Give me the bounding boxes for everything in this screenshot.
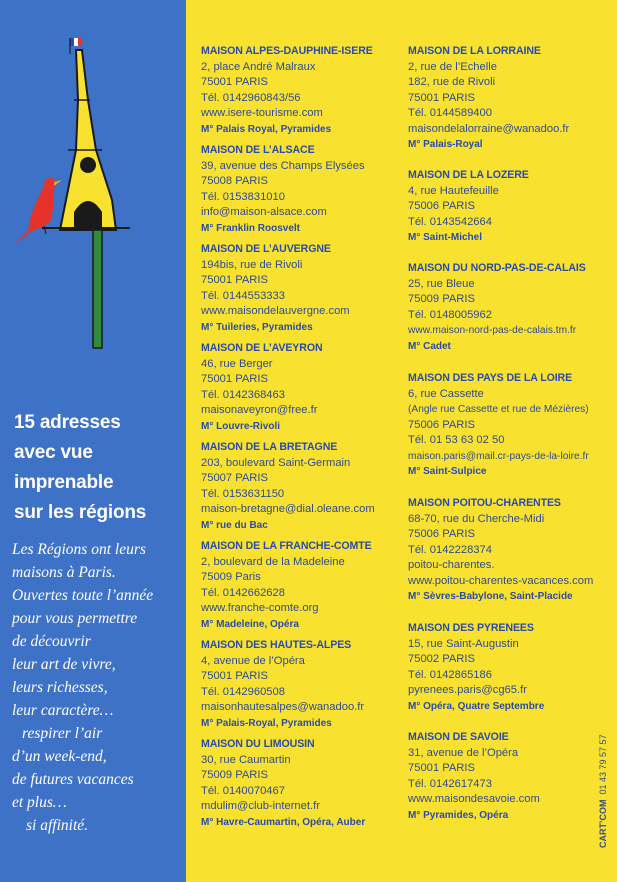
phone-line: Tél. 0143542664 (408, 215, 492, 228)
metro-line: M° Saint-Michel (408, 232, 483, 243)
headline (14, 408, 182, 528)
headline-line: sur les régions (14, 502, 147, 523)
address-entry (201, 737, 401, 830)
address-line: 46, rue Berger (201, 357, 273, 370)
intro-line: Ouvertes toute l’année (12, 587, 154, 604)
website-line: www.maisondesavoie.com (408, 793, 540, 805)
website-line: www.poitou-charentes-vacances.com (408, 574, 594, 587)
address-line: 15, rue Saint-Augustin (408, 637, 519, 650)
address-entry (201, 242, 401, 335)
metro-line: M° Pyramides, Opéra (408, 809, 509, 821)
address-entry (201, 539, 401, 632)
website-line: www.maison-nord-pas-de-calais.tm.fr (408, 325, 577, 336)
address-line: 75006 PARIS (408, 200, 475, 212)
maison-name: MAISON ALPES-DAUPHINE-ISERE (201, 45, 373, 57)
intro-line: leur caractère… (12, 702, 114, 719)
address-line: 75001 PARIS (201, 670, 268, 682)
email-line: pyrenees.paris@cg65.fr (408, 684, 527, 696)
address-line: 39, avenue des Champs Elysées (201, 159, 365, 172)
address-line: 75001 PARIS (408, 762, 475, 774)
address-line: 75001 PARIS (201, 373, 268, 385)
metro-line: M° Opéra, Quatre Septembre (408, 700, 545, 712)
metro-line: M° Louvre-Rivoli (201, 420, 281, 432)
address-line: 25, rue Bleue (408, 277, 475, 290)
phone-line: Tél. 0142865186 (408, 668, 492, 681)
metro-line: M° Havre-Caumartin, Opéra, Auber (201, 816, 366, 828)
address-line: 6, rue Cassette (408, 387, 484, 400)
address-line: 75001 PARIS (408, 91, 475, 104)
address-entry (201, 638, 401, 731)
headline-line: imprenable (14, 472, 114, 493)
address-line: 75001 PARIS (201, 76, 268, 88)
address-entry (408, 261, 608, 354)
intro-line: d’un week-end, (12, 748, 107, 765)
address-line: 75002 PARIS (408, 653, 475, 665)
address-line: 2, boulevard de la Madeleine (201, 555, 345, 568)
intro-line: maisons à Paris. (12, 564, 116, 581)
maison-name: MAISON DU LIMOUSIN (201, 738, 315, 750)
metro-line: M° Saint-Sulpice (408, 466, 487, 477)
maison-name: MAISON DES PAYS DE LA LOIRE (408, 372, 573, 384)
address-line: 31, avenue de l’Opéra (408, 746, 519, 759)
address-entry (408, 621, 608, 714)
phone-line: Tél. 0142960843/56 (201, 91, 301, 104)
address-line: 2, rue de l’Echelle (408, 60, 497, 73)
credit-phone: 01 43 79 57 57 (598, 734, 608, 795)
left-panel (0, 0, 186, 882)
maison-name: MAISON DE SAVOIE (408, 731, 509, 743)
website-line: poitou-charentes. (408, 559, 495, 571)
address-entry (408, 168, 608, 246)
phone-line: Tél. 0148005962 (408, 308, 492, 321)
address-entry (201, 143, 401, 236)
address-line: 68-70, rue du Cherche-Midi (408, 512, 545, 525)
email-line: info@maison-alsace.com (201, 206, 327, 218)
phone-line: Tél. 0142228374 (408, 543, 492, 556)
maison-name: MAISON DU NORD-PAS-DE-CALAIS (408, 262, 586, 274)
address-entry (408, 371, 608, 480)
address-line: 75009 PARIS (408, 293, 475, 305)
eiffel-birdhouse-illustration (10, 30, 160, 360)
intro-line: et plus… (12, 794, 67, 811)
email-line: maisondelalorraine@wanadoo.fr (408, 122, 570, 135)
phone-line: Tél. 0142368463 (201, 388, 285, 401)
intro-line: de découvrir (12, 633, 91, 650)
credit-brand: CART’COM (598, 799, 608, 848)
maison-name: MAISON DE LA FRANCHE-COMTE (201, 540, 372, 552)
intro-line: pour vous permettre (12, 610, 138, 627)
publisher-credit (598, 734, 608, 848)
email-line: maison.paris@mail.cr-pays-de-la-loire.fr (408, 450, 589, 462)
metro-line: M° Palais-Royal, Pyramides (201, 717, 332, 729)
address-line: 203, boulevard Saint-Germain (201, 456, 351, 469)
maison-name: MAISON DE LA LORRAINE (408, 45, 541, 57)
address-line: 75009 Paris (201, 571, 261, 583)
email-line: maisonhautesalpes@wanadoo.fr (201, 701, 365, 713)
phone-line: Tél. 0144589400 (408, 107, 492, 119)
maison-name: MAISON POITOU-CHARENTES (408, 497, 561, 509)
metro-line: M° Madeleine, Opéra (201, 618, 299, 630)
metro-line: M° Cadet (408, 340, 451, 352)
maison-name: MAISON DE LA LOZERE (408, 169, 529, 181)
phone-line: Tél. 0153831010 (201, 190, 285, 203)
email-line: mdulim@club-internet.fr (201, 800, 320, 812)
intro-line: respirer l’air (22, 725, 103, 742)
address-entry (408, 496, 608, 605)
maison-name: MAISON DES PYRENEES (408, 622, 534, 634)
address-entry (201, 440, 401, 533)
website-line: www.isere-tourisme.com (201, 107, 323, 119)
address-line: 4, avenue de l’Opéra (201, 654, 305, 667)
address-line: 75008 PARIS (201, 175, 268, 187)
intro-line: si affinité. (26, 817, 88, 834)
email-line: maison-bretagne@dial.oleane.com (201, 503, 375, 515)
address-line: 4, rue Hautefeuille (408, 184, 499, 197)
phone-line: Tél. 01 53 63 02 50 (408, 434, 505, 446)
address-entry (201, 341, 401, 434)
address-line: 75007 PARIS (201, 472, 268, 484)
address-line: 2, place André Malraux (201, 60, 316, 73)
phone-line: Tél. 0142960508 (201, 685, 285, 698)
metro-line: M° Franklin Roosvelt (201, 222, 301, 234)
intro-line: de futures vacances (12, 771, 134, 788)
headline-line: avec vue (14, 442, 93, 463)
address-line: 75001 PARIS (201, 274, 268, 286)
maison-name: MAISON DE L’AUVERGNE (201, 243, 331, 255)
address-line: 75009 PARIS (201, 769, 268, 781)
address-entry (408, 730, 608, 823)
maison-name: MAISON DE LA BRETAGNE (201, 441, 338, 453)
intro-line: leur art de vivre, (12, 656, 116, 673)
address-entry (201, 44, 401, 137)
metro-line: M° Palais Royal, Pyramides (201, 123, 332, 135)
address-line: 182, rue de Rivoli (408, 76, 496, 88)
phone-line: Tél. 0153631150 (201, 487, 285, 500)
phone-line: Tél. 0142617473 (408, 777, 492, 790)
metro-line: M° rue du Bac (201, 519, 268, 531)
address-note: (Angle rue Cassette et rue de Mézières) (408, 404, 589, 415)
address-line: 75006 PARIS (408, 418, 475, 431)
headline-line: 15 adresses (14, 412, 121, 433)
address-line: 30, rue Caumartin (201, 753, 291, 766)
intro-text (12, 538, 184, 837)
phone-line: Tél. 0142662628 (201, 586, 285, 599)
maison-name: MAISON DES HAUTES-ALPES (201, 639, 352, 651)
maison-name: MAISON DE L’ALSACE (201, 144, 315, 156)
website-line: www.maisondelauvergne.com (201, 305, 350, 317)
address-entry (408, 44, 608, 153)
website-line: www.franche-comte.org (201, 602, 319, 614)
intro-line: Les Régions ont leurs (12, 541, 146, 558)
metro-line: M° Palais-Royal (408, 139, 483, 150)
phone-line: Tél. 0144553333 (201, 289, 285, 302)
metro-line: M° Tuileries, Pyramides (201, 321, 313, 333)
metro-line: M° Sèvres-Babylone, Saint-Placide (408, 591, 573, 602)
email-line: maisonaveyron@free.fr (201, 404, 318, 416)
phone-line: Tél. 0140070467 (201, 784, 285, 797)
address-line: 75006 PARIS (408, 528, 475, 540)
maison-name: MAISON DE L’AVEYRON (201, 342, 323, 354)
intro-line: leurs richesses, (12, 679, 108, 696)
address-line: 194bis, rue de Rivoli (201, 258, 303, 271)
